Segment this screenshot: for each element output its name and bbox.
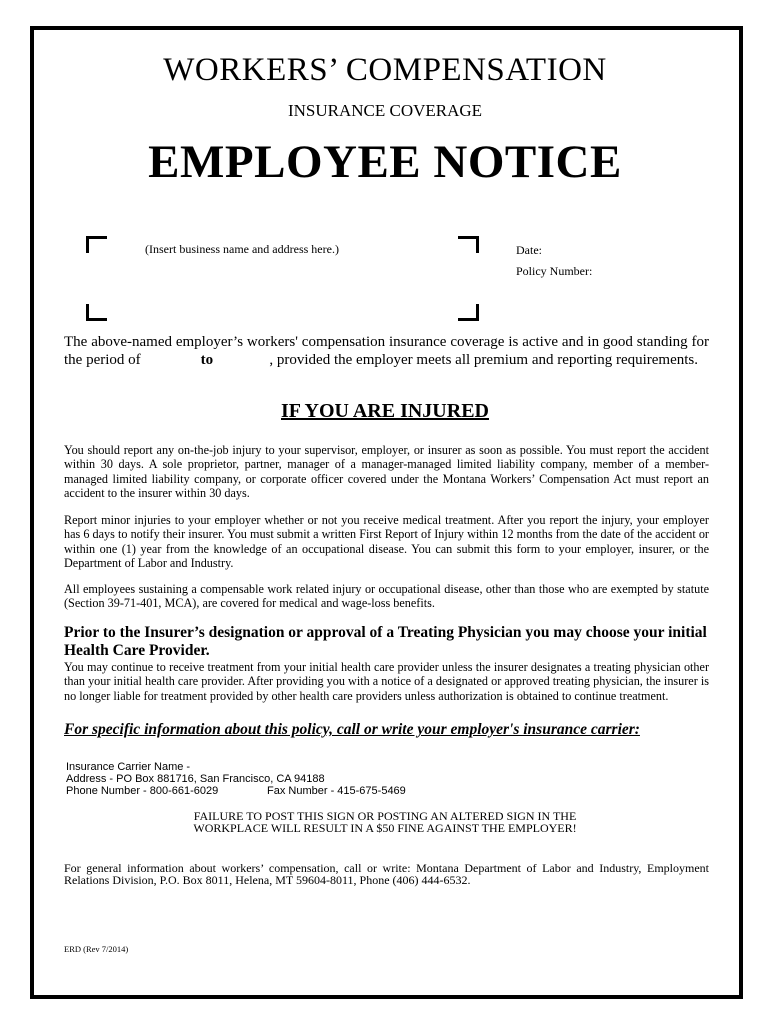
corner-mark-top-left <box>86 236 107 253</box>
coverage-text-before: The above-named employer’s workers' compensation insurance coverage is active and in good standing for the period of <box>64 334 709 368</box>
carrier-address: Address - PO Box 881716, San Francisco, CA 94188 <box>66 773 325 785</box>
general-information: For general information about workers’ compensation, call or write: Montana Department of Labor and Industry, Employment Relations Division, P.O. Box 8011, Helena, MT 59604-8011, Phone (406) 444-6532. <box>64 861 709 887</box>
coverage-text-after: , provided the employer meets all premium and reporting requirements. <box>269 351 699 368</box>
corner-mark-bottom-right <box>458 304 479 321</box>
business-address-placeholder: (Insert business name and address here.) <box>145 242 339 256</box>
report-injury-paragraph: You should report any on-the-job injury to your supervisor, employer, or insurer as soon as possible. You must report the accident within 30 days. A sole proprietor, partner, manager of a manager-managed limited liability company, member of a member-managed limited liability company, or corporate officer covered under the Montana Workers’ Compensation Act must report an accident to the insurer within 30 days. <box>64 443 709 501</box>
failure-warning-line2: WORKPLACE WILL RESULT IN A $50 FINE AGAINST THE EMPLOYER! <box>193 821 577 835</box>
corner-mark-top-right <box>458 236 479 253</box>
carrier-name: Insurance Carrier Name - <box>66 761 191 773</box>
carrier-fax: Fax Number - 415-675-5469 <box>267 785 406 797</box>
injured-heading: IF YOU ARE INJURED <box>281 400 489 422</box>
corner-mark-bottom-left <box>86 304 107 321</box>
coverage-to-word: to <box>200 351 214 368</box>
carrier-heading: For specific information about this policy, call or write your employer's insurance carrier: <box>64 721 640 738</box>
notice-subtitle: INSURANCE COVERAGE <box>287 101 483 120</box>
notice-heading: EMPLOYEE NOTICE <box>148 136 622 188</box>
coverage-statement <box>64 334 709 369</box>
physician-heading: Prior to the Insurer’s designation or approval of a Treating Physician you may choose your initial Health Care Provider. <box>64 624 707 659</box>
revision-label: ERD (Rev 7/2014) <box>64 944 129 954</box>
policy-number-label: Policy Number: <box>516 264 593 278</box>
date-label: Date: <box>516 243 542 257</box>
notice-title: WORKERS’ COMPENSATION <box>163 52 607 88</box>
failure-warning-line1: FAILURE TO POST THIS SIGN OR POSTING AN ALTERED SIGN IN THE <box>193 809 577 823</box>
coverage-benefits-paragraph: All employees sustaining a compensable work related injury or occupational disease, other than those who are exempted by statute (Section 39-71-401, MCA), are covered for medical and wage-loss benefits. <box>64 582 709 611</box>
minor-injuries-paragraph: Report minor injuries to your employer whether or not you receive medical treatment. After you report the injury, your employer has 6 days to notify their insurer. You must submit a written First Report of Injury within 12 months from the date of the accident or within one (1) year from the knowledge of an occupational disease. You can submit this form to your employer, insurer, or the Department of Labor and Industry. <box>64 513 709 571</box>
physician-paragraph: You may continue to receive treatment from your initial health care provider unless the insurer designates a treating physician other than your initial health care provider. After providing you with a notice of a designated or approved treating physician, the insurer is no longer liable for treatment provided by other health care providers unless authorization is obtained to continue treatment. <box>64 660 709 703</box>
carrier-phone: Phone Number - 800-661-6029 <box>66 785 219 797</box>
failure-warning <box>0 810 770 834</box>
